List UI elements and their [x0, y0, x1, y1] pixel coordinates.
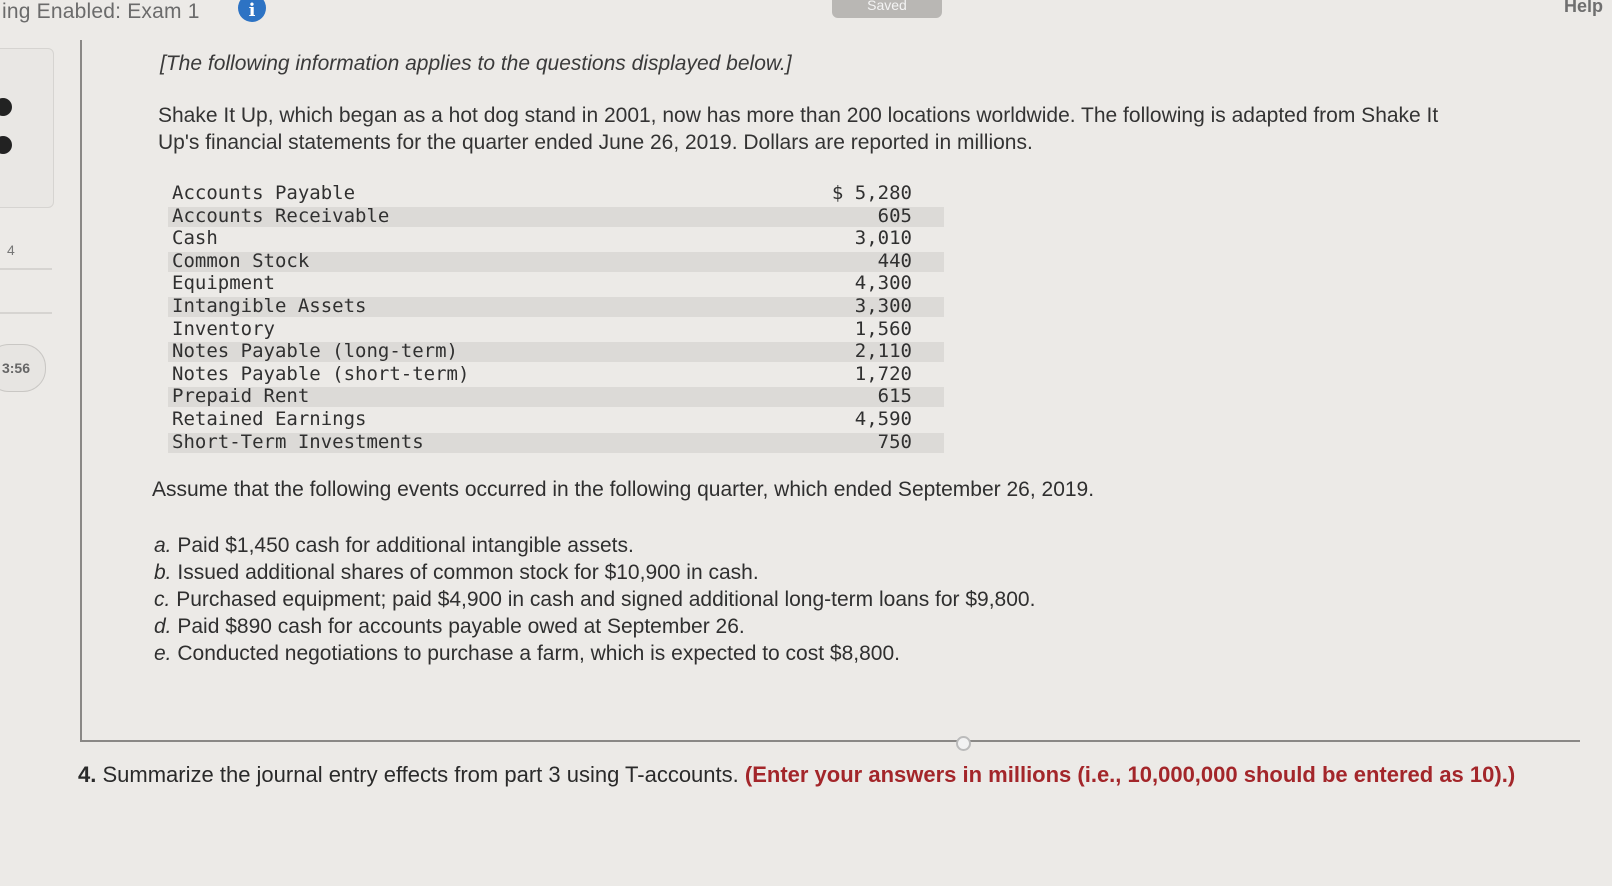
table-row — [168, 227, 948, 250]
table-row — [168, 431, 948, 454]
question-prompt — [78, 758, 1558, 792]
event-letter: e. — [154, 642, 172, 665]
event-text: Paid $1,450 cash for additional intangible assets. — [177, 534, 634, 557]
sidebar-question-number[interactable]: 4 — [7, 242, 15, 258]
list-item — [154, 613, 1035, 640]
list-item — [154, 559, 1035, 586]
table-row — [168, 205, 948, 228]
table-row — [168, 340, 948, 363]
event-letter: a. — [154, 534, 172, 557]
row-value: 2,110 — [854, 340, 912, 363]
resize-handle-icon[interactable] — [956, 736, 971, 751]
event-text: Conducted negotiations to purchase a farm, which is expected to cost $8,800. — [177, 642, 900, 665]
list-item — [154, 640, 1035, 667]
info-icon[interactable]: i — [238, 0, 266, 22]
event-text: Paid $890 cash for accounts payable owed at September 26. — [177, 615, 745, 638]
row-value: 605 — [877, 204, 912, 227]
table-row — [168, 385, 948, 408]
sidebar-divider — [0, 268, 52, 270]
list-item — [154, 532, 1035, 559]
saved-status-badge: Saved — [832, 0, 942, 18]
help-link[interactable]: Help — [1564, 0, 1604, 16]
exam-title: ing Enabled: Exam 1 — [2, 0, 200, 23]
event-letter: b. — [154, 561, 172, 584]
intro-paragraph: Shake It Up, which began as a hot dog stand in 2001, now has more than 200 locations worldwide. The following is adapted from Shake It Up's financial statements for the quarter ended June 26, 2019. Dollars are reported in millions. — [158, 104, 1439, 154]
top-bar — [0, 0, 1612, 28]
question-text: Summarize the journal entry effects from part 3 using T-accounts. — [102, 762, 739, 787]
financial-data-table — [168, 182, 948, 453]
row-label: Common Stock — [172, 249, 310, 272]
events-list — [154, 532, 1035, 667]
row-value: 440 — [877, 249, 912, 272]
row-value: 750 — [877, 430, 912, 453]
question-number: 4. — [78, 762, 97, 787]
row-label: Notes Payable (long-term) — [172, 340, 458, 363]
row-value: 3,010 — [854, 227, 912, 250]
table-row — [168, 250, 948, 273]
event-letter: c. — [154, 588, 171, 611]
question-nav-panel[interactable] — [0, 48, 54, 208]
event-letter: d. — [154, 615, 172, 638]
list-item — [154, 586, 1035, 613]
row-label: Retained Earnings — [172, 407, 367, 430]
question-hint: (Enter your answers in millions (i.e., 10,000,000 should be entered as 10).) — [744, 762, 1516, 787]
row-label: Notes Payable (short-term) — [172, 362, 470, 385]
assumption-text: Assume that the following events occurred in the following quarter, which ended September 26, 2019. — [152, 478, 1095, 501]
row-label: Equipment — [172, 272, 275, 295]
row-value: 4,590 — [854, 407, 912, 430]
row-value: 615 — [877, 385, 912, 408]
row-value: $ 5,280 — [831, 182, 912, 204]
table-row — [168, 318, 948, 341]
event-text: Issued additional shares of common stock for $10,900 in cash. — [177, 561, 759, 584]
row-label: Short-Term Investments — [172, 430, 424, 453]
table-row — [168, 408, 948, 431]
timer-badge: 3:56 — [0, 344, 46, 392]
info-note: [The following information applies to the questions displayed below.] — [160, 52, 792, 75]
row-value: 1,720 — [854, 362, 912, 385]
sidebar-divider — [0, 312, 52, 314]
table-row — [168, 272, 948, 295]
row-label: Accounts Receivable — [172, 204, 390, 227]
row-value: 4,300 — [854, 272, 912, 295]
row-label: Accounts Payable — [172, 182, 356, 204]
table-row — [168, 295, 948, 318]
row-label: Cash — [172, 227, 218, 250]
row-value: 3,300 — [854, 294, 912, 317]
row-label: Prepaid Rent — [172, 385, 310, 408]
row-label: Intangible Assets — [172, 294, 367, 317]
event-text: Purchased equipment; paid $4,900 in cash and signed additional long-term loans for $9,800. — [176, 588, 1036, 611]
table-row — [168, 363, 948, 386]
row-value: 1,560 — [854, 317, 912, 340]
table-row — [168, 182, 948, 205]
row-label: Inventory — [172, 317, 275, 340]
